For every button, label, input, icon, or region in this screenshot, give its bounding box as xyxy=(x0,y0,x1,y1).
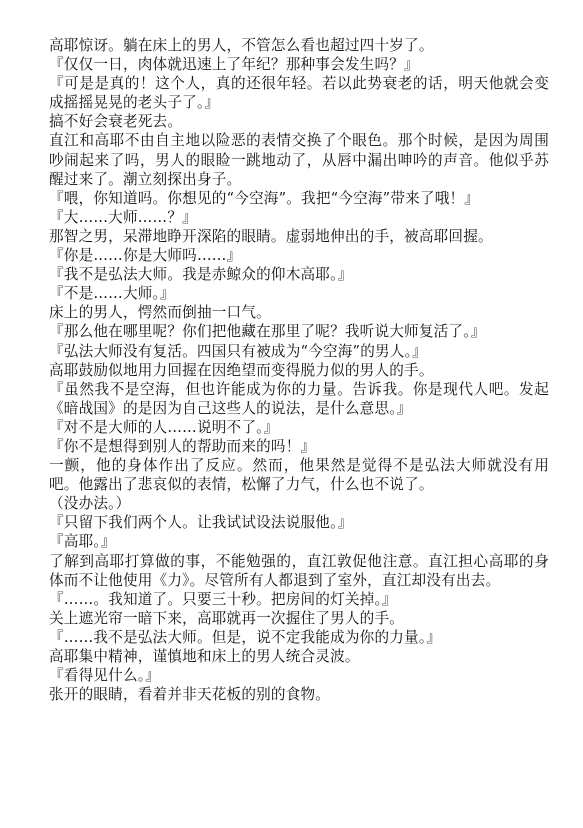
paragraph: 『对不是大师的人……说明不了。』 xyxy=(49,418,279,436)
paragraph: 『我不是弘法大师。我是赤鲸众的仰木高耶。』 xyxy=(49,266,353,284)
paragraph: 『大……大师……？』 xyxy=(49,208,197,226)
paragraph: 『只留下我们两个人。让我试试设法说服他。』 xyxy=(49,514,353,532)
paragraph: 『不是……大师。』 xyxy=(49,285,175,303)
paragraph: 了解到高耶打算做的事，不能勉强的，直江敦促他注意。直江担心高耶的身体而不让他使用《力》。尽管所有人都退到了室外，直江却没有出去。 xyxy=(49,552,549,589)
paragraph: 高耶鼓励似地用力回握在因绝望而变得脱力似的男人的手。 xyxy=(49,361,434,379)
paragraph: 关上遮光帘一暗下来，高耶就再一次握住了男人的手。 xyxy=(49,609,405,627)
paragraph: 『……。我知道了。只要三十秒。把房间的灯关掉。』 xyxy=(49,590,397,608)
paragraph: 『喂，你知道吗。你想见的“今空海”。我把“今空海”带来了哦！』 xyxy=(49,189,480,207)
paragraph: 那智之男，呆滞地睁开深陷的眼睛。虚弱地伸出的手，被高耶回握。 xyxy=(49,227,493,245)
paragraph: 『那么他在哪里呢？你们把他藏在那里了呢？我听说大师复活了。』 xyxy=(49,323,486,341)
document-page xyxy=(49,36,549,704)
paragraph: 床上的男人，愕然而倒抽一口气。 xyxy=(49,304,271,322)
paragraph: 『……我不是弘法大师。但是，说不定我能成为你的力量。』 xyxy=(49,628,442,646)
paragraph: 『看得见什么。』 xyxy=(49,667,161,685)
paragraph: 『你不是想得到别人的帮助而来的吗！』 xyxy=(49,437,316,455)
paragraph: 『可是是真的！这个人，真的还很年轻。若以此势衰老的话，明天他就会变成摇摇晃晃的老头子了。』 xyxy=(49,75,549,112)
paragraph: 『你是……你是大师吗……』 xyxy=(49,247,242,265)
paragraph: 『仅仅一日，肉体就迅速上了年纪？那种事会发生吗？』 xyxy=(49,56,419,74)
paragraph: 高耶集中精神，谨慎地和床上的男人统合灵波。 xyxy=(49,648,360,665)
paragraph: 一颤，他的身体作出了反应。然而，他果然是觉得不是弘法大师就没有用吧。他露出了悲哀似的表情，松懈了力气，什么也不说了。 xyxy=(49,457,549,494)
paragraph: 搞不好会衰老死去。 xyxy=(49,113,183,131)
paragraph: 张开的眼睛，看着并非天花板的别的食物。 xyxy=(49,686,331,704)
paragraph: 高耶惊讶。躺在床上的男人，不管怎么看也超过四十岁了。 xyxy=(49,37,434,54)
paragraph: 『弘法大师没有复活。四国只有被成为“今空海”的男人。』 xyxy=(49,342,427,360)
paragraph: 『虽然我不是空海，但也许能成为你的力量。告诉我。你是现代人吧。发起《暗战国》的是因为自己这些人的说法，是什么意思。』 xyxy=(49,380,549,417)
paragraph: 直江和高耶不由自主地以险恶的表情交换了个眼色。那个时候，是因为周围吵闹起来了吗，男人的眼睑一跳地动了，从唇中漏出呻吟的声音。他似乎苏醒过来了。潮立刻探出身子。 xyxy=(49,132,549,188)
paragraph: 『高耶。』 xyxy=(49,533,116,551)
paragraph: （没办法。） xyxy=(49,495,131,513)
